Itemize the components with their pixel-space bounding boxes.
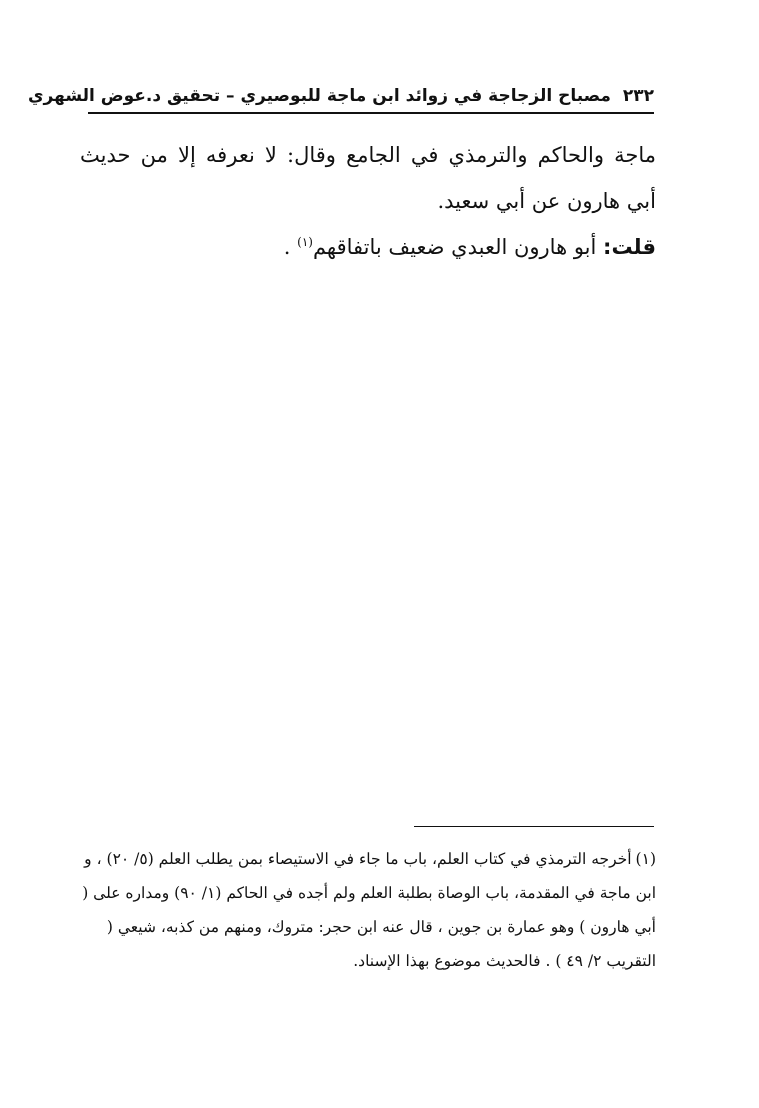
running-header	[27, 84, 654, 114]
page-number: ٢٣٢	[622, 86, 654, 106]
footnote-reference: (١)	[297, 235, 313, 249]
footnote-number: (١)	[635, 850, 656, 868]
paragraph: ماجة والحاكم والترمذي في الجامع وقال: لا نعرفه إلا من حديث أبي هارون عن أبي سعيد.	[80, 143, 656, 213]
qult-paragraph	[80, 224, 656, 270]
footnotes	[80, 842, 656, 978]
footnote-item	[80, 842, 656, 978]
main-text	[80, 132, 656, 270]
qult-text: أبو هارون العبدي ضعيف باتفاقهم	[312, 235, 604, 259]
footnote-separator	[414, 826, 654, 827]
qult-end: .	[283, 235, 298, 259]
header-text	[28, 86, 654, 106]
qult-label: قلت:	[603, 235, 656, 259]
book-title: مصباح الزجاجة في زوائد ابن ماجة للبوصيري – تحقيق د.عوض الشهري	[27, 86, 611, 106]
footnote-text: أخرجه الترمذي في كتاب العلم، باب ما جاء في الاستيصاء بمن يطلب العلم (٥/ ٢٠) ، و ابن ماجة في المقدمة، باب الوصاة بطلبة العلم ولم أجده في الحاكم (١/ ٩٠) ومداره على ( أبي هارون ) وهو عمارة بن جوين ، قال عنه ابن حجر: متروك، ومنهم من كذبه، شيعي ( التقريب ٢/ ٤٩ ) . فالحديث موضوع بهذا الإسناد.	[82, 850, 656, 970]
